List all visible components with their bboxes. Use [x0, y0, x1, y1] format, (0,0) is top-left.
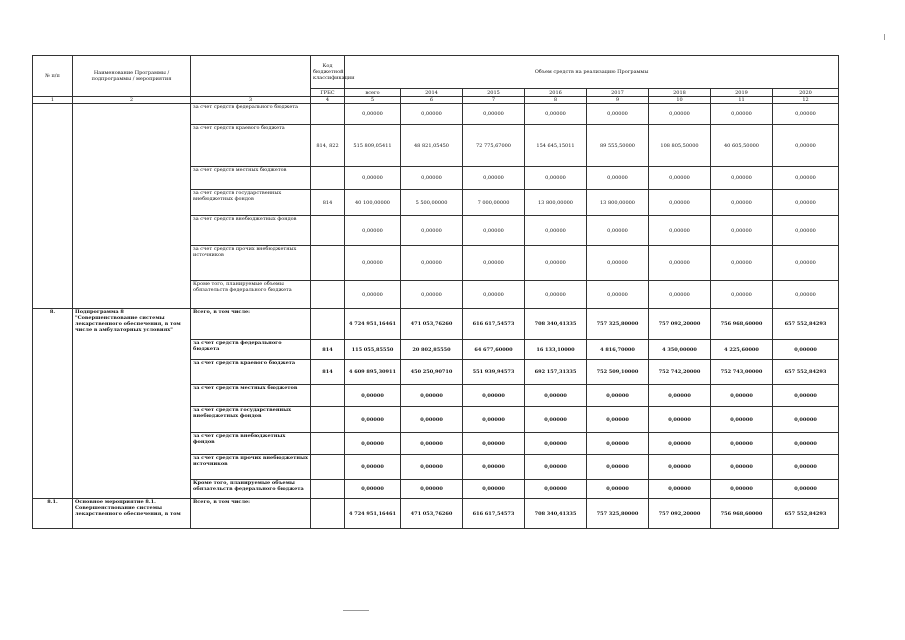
amount-year: 0,00000 [711, 433, 773, 455]
amount-year: 0,00000 [649, 433, 711, 455]
program-name: Подпрограмма 8 "Совершенствование системы лекарственного обеспечения, в том числе в амбулаторных условиях" [73, 309, 191, 499]
column-number: 6 [401, 97, 463, 104]
grbs-code [311, 407, 345, 433]
amount-year: 0,00000 [587, 433, 649, 455]
amount-year: 0,00000 [401, 455, 463, 480]
amount-year: 40 605,50000 [711, 125, 773, 167]
row-number: 8. [33, 309, 73, 499]
amount-year: 0,00000 [401, 216, 463, 246]
amount-year: 616 617,54573 [463, 309, 525, 340]
funding-source: за счет средств прочих внебюджетных источников [191, 455, 311, 480]
amount-year: 0,00000 [773, 125, 839, 167]
amount-year: 0,00000 [401, 246, 463, 281]
amount-year: 0,00000 [587, 480, 649, 499]
amount-year: 13 800,00000 [587, 190, 649, 216]
amount-year: 0,00000 [649, 246, 711, 281]
amount-year: 471 053,76260 [401, 499, 463, 529]
amount-year: 4 225,60000 [711, 340, 773, 360]
column-number: 2 [73, 97, 191, 104]
amount-total: 0,00000 [345, 480, 401, 499]
header-year: 2015 [463, 89, 525, 97]
amount-year: 0,00000 [525, 216, 587, 246]
amount-total: 0,00000 [345, 455, 401, 480]
header-year: 2018 [649, 89, 711, 97]
header-year: 2017 [587, 89, 649, 97]
amount-year: 72 775,67000 [463, 125, 525, 167]
header-year: 2019 [711, 89, 773, 97]
amount-year: 757 092,20000 [649, 309, 711, 340]
amount-year: 4 816,70000 [587, 340, 649, 360]
table-row [33, 309, 839, 340]
amount-year: 0,00000 [711, 246, 773, 281]
amount-year: 0,00000 [711, 385, 773, 407]
amount-year: 0,00000 [587, 246, 649, 281]
amount-year: 0,00000 [773, 216, 839, 246]
amount-total: 0,00000 [345, 104, 401, 125]
amount-year: 551 939,94573 [463, 360, 525, 385]
grbs-code [311, 104, 345, 125]
amount-total: 0,00000 [345, 281, 401, 309]
funding-source: за счет средств государственных внебюджетных фондов [191, 407, 311, 433]
amount-year: 0,00000 [711, 104, 773, 125]
amount-year: 0,00000 [463, 433, 525, 455]
amount-year: 0,00000 [649, 385, 711, 407]
grbs-code [311, 433, 345, 455]
grbs-code [311, 281, 345, 309]
amount-total: 515 809,05411 [345, 125, 401, 167]
corner-mark [884, 34, 885, 40]
amount-year: 0,00000 [711, 190, 773, 216]
grbs-code [311, 455, 345, 480]
amount-year: 752 742,20000 [649, 360, 711, 385]
amount-year: 708 340,41335 [525, 309, 587, 340]
amount-year: 64 677,60000 [463, 340, 525, 360]
grbs-code: 814 [311, 360, 345, 385]
grbs-code: 814 [311, 190, 345, 216]
table-row [33, 499, 839, 529]
amount-year: 0,00000 [463, 104, 525, 125]
grbs-code: 814 [311, 340, 345, 360]
amount-year: 0,00000 [525, 455, 587, 480]
grbs-code [311, 385, 345, 407]
amount-year: 0,00000 [773, 104, 839, 125]
amount-year: 0,00000 [649, 455, 711, 480]
amount-year: 0,00000 [525, 104, 587, 125]
amount-year: 752 509,10000 [587, 360, 649, 385]
table-row [33, 104, 839, 125]
column-number: 1 [33, 97, 73, 104]
amount-year: 0,00000 [711, 281, 773, 309]
amount-year: 0,00000 [525, 407, 587, 433]
amount-year: 0,00000 [649, 281, 711, 309]
program-funding-table [32, 55, 839, 529]
funding-source: за счет средств местных бюджетов [191, 385, 311, 407]
amount-year: 0,00000 [587, 455, 649, 480]
column-number: 9 [587, 97, 649, 104]
amount-year: 0,00000 [525, 433, 587, 455]
amount-year: 89 555,50000 [587, 125, 649, 167]
header-year: 2020 [773, 89, 839, 97]
column-number: 4 [311, 97, 345, 104]
amount-total: 0,00000 [345, 433, 401, 455]
amount-total: 0,00000 [345, 407, 401, 433]
amount-year: 657 552,84293 [773, 360, 839, 385]
funding-source: Кроме того, планируемые объемы обязательств федерального бюджета [191, 281, 311, 309]
program-name: Основное мероприятие 8.1. Совершенствование системы лекарственного обеспечения, в том [73, 499, 191, 529]
funding-source: за счет средств федерального бюджета [191, 104, 311, 125]
header-col-name: Наименование Программы / подпрограммы / мероприятия [73, 56, 191, 97]
funding-source: Всего, в том числе: [191, 499, 311, 529]
grbs-code: 814, 822 [311, 125, 345, 167]
amount-year: 48 821,05450 [401, 125, 463, 167]
header-row-main [33, 56, 839, 89]
amount-year: 0,00000 [525, 385, 587, 407]
amount-year: 0,00000 [773, 190, 839, 216]
amount-year: 0,00000 [649, 216, 711, 246]
amount-year: 4 350,00000 [649, 340, 711, 360]
amount-total: 0,00000 [345, 246, 401, 281]
funding-source: Всего, в том числе: [191, 309, 311, 340]
amount-year: 0,00000 [587, 407, 649, 433]
amount-year: 0,00000 [401, 104, 463, 125]
amount-year: 0,00000 [463, 167, 525, 190]
amount-year: 0,00000 [711, 407, 773, 433]
grbs-code [311, 216, 345, 246]
amount-year: 0,00000 [463, 246, 525, 281]
funding-source: за счет средств внебюджетных фондов [191, 216, 311, 246]
amount-year: 16 133,10000 [525, 340, 587, 360]
funding-source: за счет средств федерального бюджета [191, 340, 311, 360]
header-row-numbers [33, 97, 839, 104]
header-year: 2014 [401, 89, 463, 97]
amount-year: 0,00000 [463, 385, 525, 407]
column-number: 12 [773, 97, 839, 104]
amount-year: 0,00000 [463, 455, 525, 480]
amount-year: 0,00000 [649, 167, 711, 190]
amount-year: 0,00000 [463, 281, 525, 309]
row-number [33, 104, 73, 309]
amount-year: 20 802,85550 [401, 340, 463, 360]
amount-total: 0,00000 [345, 216, 401, 246]
amount-year: 0,00000 [773, 385, 839, 407]
header-year: 2016 [525, 89, 587, 97]
grbs-code [311, 246, 345, 281]
header-col-source [191, 56, 311, 97]
amount-year: 0,00000 [525, 246, 587, 281]
amount-year: 0,00000 [773, 281, 839, 309]
amount-year: 0,00000 [773, 167, 839, 190]
amount-year: 0,00000 [587, 104, 649, 125]
amount-year: 0,00000 [401, 433, 463, 455]
column-number: 5 [345, 97, 401, 104]
amount-year: 0,00000 [401, 167, 463, 190]
amount-year: 0,00000 [401, 407, 463, 433]
amount-year: 0,00000 [463, 480, 525, 499]
amount-year: 752 743,00000 [711, 360, 773, 385]
amount-year: 0,00000 [587, 281, 649, 309]
amount-total: 4 724 951,16461 [345, 499, 401, 529]
amount-year: 708 340,41335 [525, 499, 587, 529]
amount-year: 657 552,84293 [773, 499, 839, 529]
amount-year: 0,00000 [587, 385, 649, 407]
amount-year: 756 968,60000 [711, 499, 773, 529]
amount-year: 108 805,50000 [649, 125, 711, 167]
column-number: 3 [191, 97, 311, 104]
column-number: 11 [711, 97, 773, 104]
funding-source: за счет средств краевого бюджета [191, 360, 311, 385]
amount-total: 40 100,00000 [345, 190, 401, 216]
amount-year: 0,00000 [525, 281, 587, 309]
funding-source: за счет средств местных бюджетов [191, 167, 311, 190]
amount-year: 0,00000 [711, 167, 773, 190]
grbs-code [311, 309, 345, 340]
program-name [73, 104, 191, 309]
header-col-volume: Объем средств на реализацию Программы [345, 56, 839, 89]
amount-year: 0,00000 [773, 246, 839, 281]
grbs-code [311, 167, 345, 190]
amount-year: 0,00000 [525, 480, 587, 499]
amount-year: 756 968,60000 [711, 309, 773, 340]
amount-year: 450 250,90710 [401, 360, 463, 385]
header-col-grbs: ГРБС [311, 89, 345, 97]
amount-year: 0,00000 [711, 480, 773, 499]
footer-mark [343, 610, 369, 611]
amount-year: 0,00000 [587, 216, 649, 246]
amount-year: 0,00000 [587, 167, 649, 190]
amount-year: 0,00000 [401, 385, 463, 407]
amount-year: 0,00000 [401, 281, 463, 309]
amount-year: 0,00000 [525, 167, 587, 190]
grbs-code [311, 480, 345, 499]
amount-year: 0,00000 [711, 455, 773, 480]
amount-year: 692 157,31335 [525, 360, 587, 385]
amount-year: 13 800,00000 [525, 190, 587, 216]
amount-total: 0,00000 [345, 167, 401, 190]
column-number: 7 [463, 97, 525, 104]
amount-year: 757 325,80000 [587, 309, 649, 340]
amount-year: 0,00000 [649, 407, 711, 433]
amount-total: 0,00000 [345, 385, 401, 407]
amount-year: 757 092,20000 [649, 499, 711, 529]
header-col-num: № п/п [33, 56, 73, 97]
amount-year: 154 645,15011 [525, 125, 587, 167]
amount-year: 0,00000 [773, 455, 839, 480]
amount-year: 7 000,00000 [463, 190, 525, 216]
funding-source: за счет средств краевого бюджета [191, 125, 311, 167]
column-number: 8 [525, 97, 587, 104]
amount-year: 5 500,00000 [401, 190, 463, 216]
amount-year: 0,00000 [649, 104, 711, 125]
funding-source: Кроме того, планируемые объемы обязательств федерального бюджета [191, 480, 311, 499]
amount-total: 4 609 895,30911 [345, 360, 401, 385]
column-number: 10 [649, 97, 711, 104]
amount-total: 115 055,85550 [345, 340, 401, 360]
amount-year: 0,00000 [401, 480, 463, 499]
amount-total: 4 724 951,16461 [345, 309, 401, 340]
funding-source: за счет средств внебюджетных фондов [191, 433, 311, 455]
amount-year: 0,00000 [463, 216, 525, 246]
amount-year: 0,00000 [649, 480, 711, 499]
grbs-code [311, 499, 345, 529]
row-number: 8.1. [33, 499, 73, 529]
amount-year: 0,00000 [463, 407, 525, 433]
header-col-classification: Код бюджетной классификации [311, 56, 345, 89]
amount-year: 616 617,54573 [463, 499, 525, 529]
amount-year: 0,00000 [773, 433, 839, 455]
amount-year: 471 053,76260 [401, 309, 463, 340]
header-col-total: всего [345, 89, 401, 97]
amount-year: 0,00000 [711, 216, 773, 246]
amount-year: 657 552,84293 [773, 309, 839, 340]
amount-year: 0,00000 [773, 480, 839, 499]
amount-year: 0,00000 [773, 340, 839, 360]
funding-source: за счет средств прочих внебюджетных источников [191, 246, 311, 281]
funding-source: за счет средств государственных внебюджетных фондов [191, 190, 311, 216]
amount-year: 0,00000 [649, 190, 711, 216]
amount-year: 757 325,80000 [587, 499, 649, 529]
amount-year: 0,00000 [773, 407, 839, 433]
